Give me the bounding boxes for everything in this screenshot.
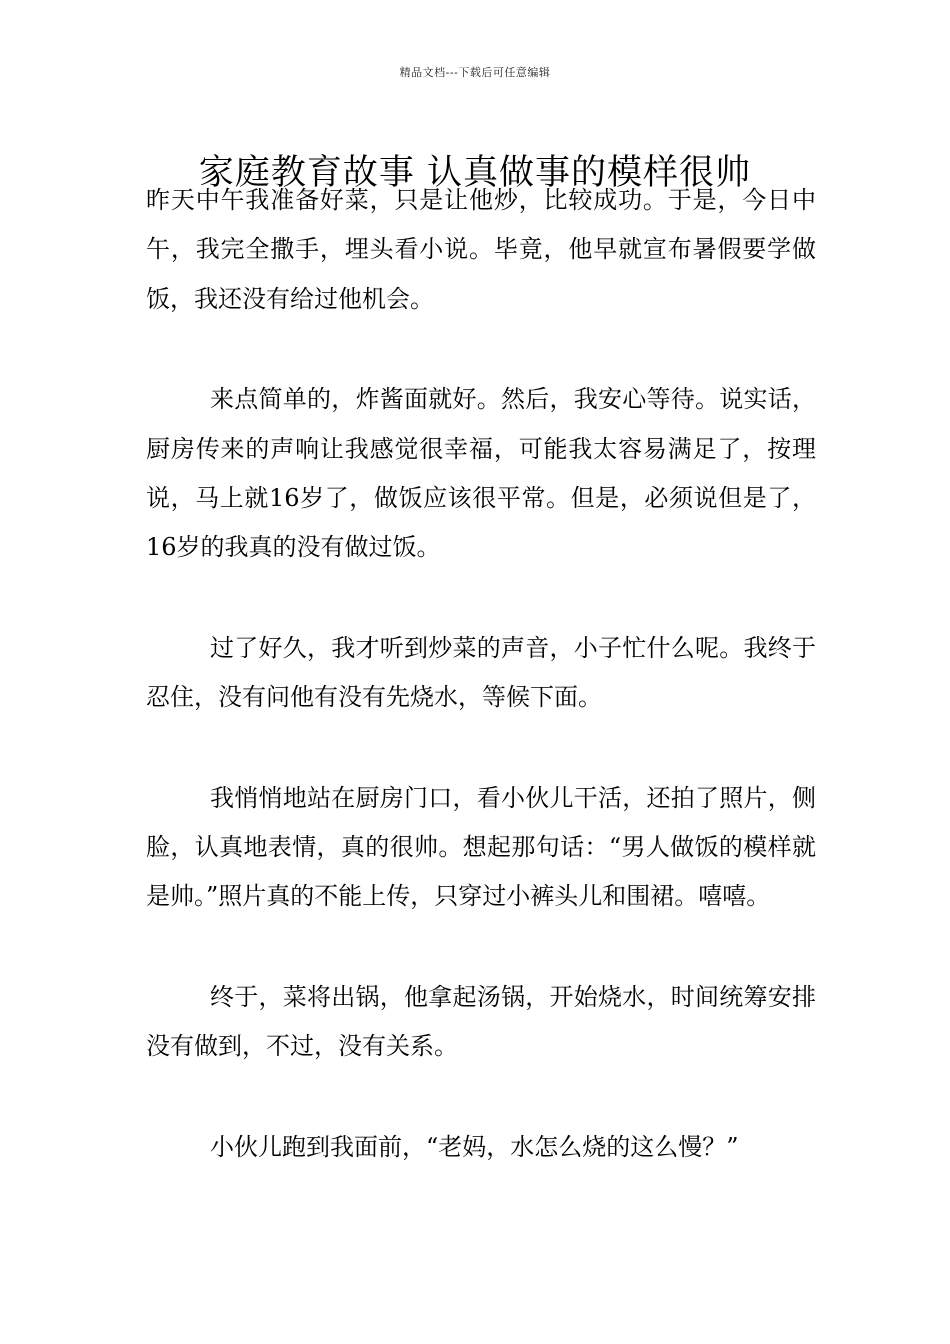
paragraph-2: 来点简单的，炸酱面就好。然后，我安心等待。说实话，厨房传来的声响让我感觉很幸福，可能我太容易满足了，按理说，马上就16岁了，做饭应该很平常。但是，必须说但是了，16岁的我真的没有做过饭。 — [146, 385, 816, 562]
paragraph-6: 小伙儿跑到我面前，“老妈，水怎么烧的这么慢？” — [210, 1132, 739, 1161]
page-header: 精品文档---下载后可任意编辑 — [399, 66, 551, 79]
paragraph-spacer — [146, 1072, 816, 1123]
document-title: 家庭教育故事 认真做事的模样很帅 — [198, 153, 752, 194]
document-body — [146, 176, 816, 1172]
paragraph-spacer — [146, 573, 816, 624]
paragraph-3: 过了好久，我才听到炒菜的声音，小子忙什么呢。我终于忍住，没有问他有没有先烧水，等候下面。 — [146, 633, 816, 712]
paragraph-spacer — [146, 723, 816, 774]
paragraph-1: 昨天中午我准备好菜，只是让他炒，比较成功。于是，今日中午，我完全撒手，埋头看小说。毕竟，他早就宣布暑假要学做饭，我还没有给过他机会。 — [146, 186, 816, 313]
paragraph-spacer — [146, 324, 816, 375]
paragraph-4: 我悄悄地站在厨房门口，看小伙儿干活，还拍了照片，侧脸，认真地表情，真的很帅。想起那句话：“男人做饭的模样就是帅。”照片真的不能上传，只穿过小裤头儿和围裙。嘻嘻。 — [146, 783, 816, 911]
paragraph-5: 终于，菜将出锅，他拿起汤锅，开始烧水，时间统筹安排没有做到，不过，没有关系。 — [146, 982, 816, 1061]
paragraph-spacer — [146, 922, 816, 973]
